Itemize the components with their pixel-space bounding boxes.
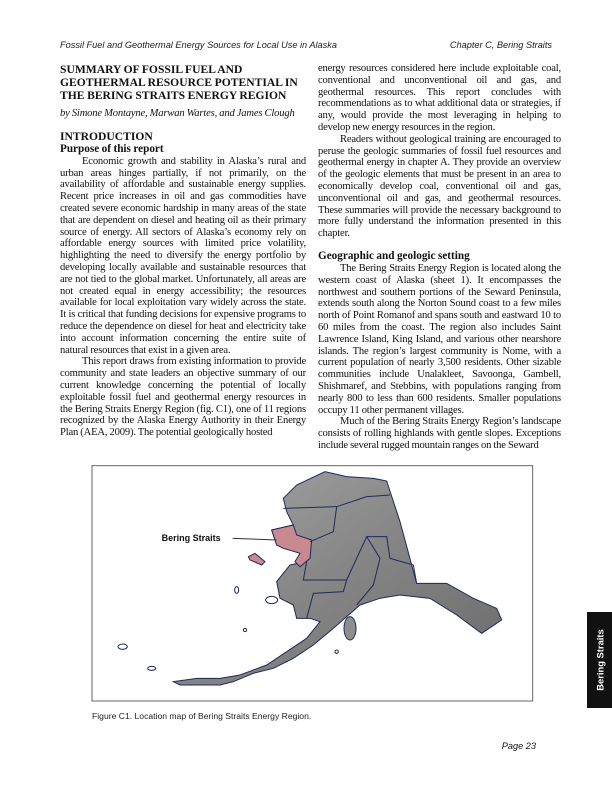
title-line: GEOTHERMAL RESOURCE POTENTIAL IN [60,76,298,89]
running-header-title: Fossil Fuel and Geothermal Energy Sources for Local Use in Alaska [60,40,337,50]
paragraph: Economic growth and stability in Alaska’s rural and urban areas hinges partially, if not primarily, on the availability of affordable and sustainable energy supplies. Recent price increases in oil and gas commodities have created severe economic hardship in many areas of the state that are dependent on diesel and heating oil as their primary source of energy. All sectors of Alaska’s economy rely on affordable energy sources with limited price volatility, highlighting the need to diversify the energy portfolio by developing locally available and sustainable resources that are not tied to the global market. Unfortunately, all areas are not created equal in energy accessibility; the resources available for local exploitation vary widely across the state. It is critical that funding decisions for expensive programs to reduce the dependence on diesel for heat and electricity take into account information concerning the entire suite of natural resources that exist in a given area. [60,155,306,356]
chapter-side-tab [587,612,612,708]
map-label-bering-straits: Bering Straits [161,533,221,543]
location-map [80,465,560,715]
section-heading-introduction: INTRODUCTION [60,129,153,143]
figure-caption: Figure C1. Location map of Bering Straits Energy Region. [92,711,312,721]
byline: by Simone Montayne, Marwan Wartes, and James Clough [60,108,295,119]
report-title [60,63,306,102]
paragraph: Much of the Bering Straits Energy Region’s landscape consists of rolling highlands with gentle slopes. Exceptions include several rugged mountain ranges on the Seward [318,416,561,451]
paragraph: Readers without geological training are encouraged to peruse the geologic summaries of fossil fuel resources and geothermal energy in chapter A. They provide an overview of the geologic elements that must be present in an area to economically develop coal, conventional oil and gas, unconventional oil and gas, and geothermal resources. These summaries will provide the necessary background to more fully understand the information presented in this chapter. [318,133,561,240]
paragraph: The Bering Straits Energy Region is located along the western coast of Alaska (sheet 1). It encompasses the northwest and southern portions of the Seward Peninsula, extends south along the Norton Sound coast to a few miles north of Point Romanof and spans south and eastward 10 to 60 miles from the coast. The region also includes Saint Lawrence Island, King Island, and various other nearshore islands. The region’s largest community is Nome, with a current population of nearly 3,500 residents. Other sizable communities include Unalakleet, Savoonga, Gambell, Shishmaref, and Stebbins, with populations ranging from nearly 800 to less than 600 residents. Smaller populations occupy 11 other permanent villages. [318,262,561,416]
side-tab-label: Bering Straits [594,629,605,691]
title-line: SUMMARY OF FOSSIL FUEL AND [60,63,243,76]
paragraph: energy resources considered here include exploitable coal, conventional and unconventional oil and gas, and geothermal resources. This report concludes with recommendations as to what additional data or strategies, if any, would provide the most leveraging in helping to develop new energy resources in the region. [318,63,561,133]
paragraph: This report draws from existing information to provide community and state leaders an objective summary of our current knowledge concerning the potential of locally exploitable fossil fuel and geothermal energy resources in the Bering Straits Energy Region (fig. C1), one of 11 regions recognized by the Alaska Energy Authority in their Energy Plan (AEA, 2009). The potential geologically hosted [60,356,306,439]
page-number: Page 23 [501,741,536,751]
subheading-geographic-setting: Geographic and geologic setting [318,249,470,262]
left-column [60,63,306,439]
right-column [318,63,561,452]
running-header-chapter: Chapter C, Bering Straits [449,40,552,50]
title-line: THE BERING STRAITS ENERGY REGION [60,89,287,102]
subheading-purpose: Purpose of this report [60,142,164,155]
